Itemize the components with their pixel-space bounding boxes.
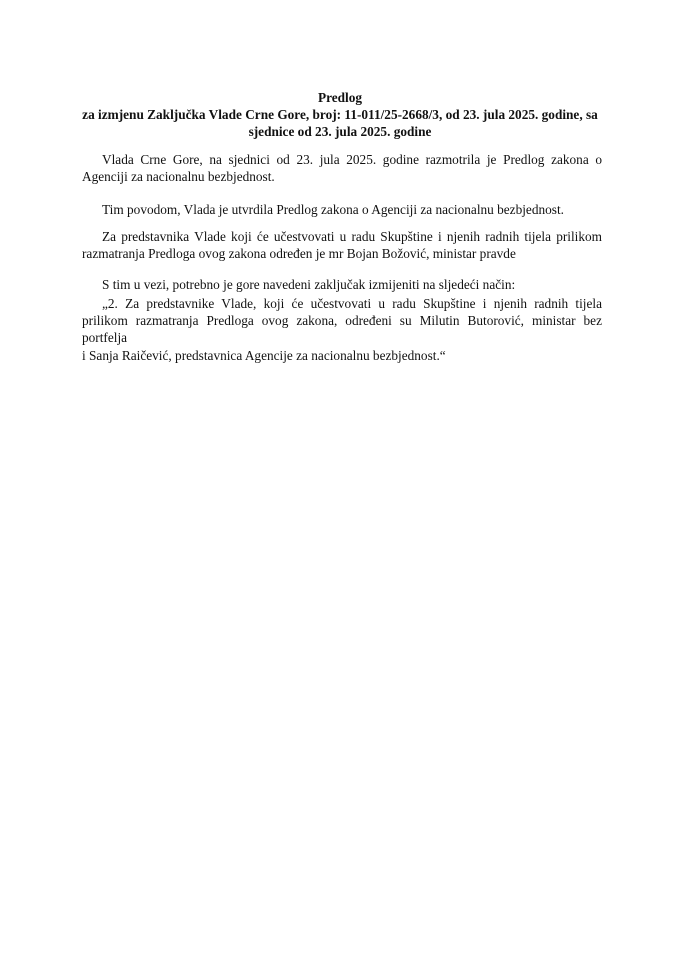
text-line: Agenciji za nacionalnu bezbjednost. — [82, 169, 275, 185]
title-line: sjednice od 23. jula 2025. godine — [248, 124, 432, 139]
paragraph-5 — [82, 295, 602, 364]
paragraph-4 — [82, 276, 602, 293]
paragraph-2 — [82, 201, 602, 218]
text-line: Tim povodom, Vlada je utvrdila Predlog zakona o Agenciji za nacionalnu bezbjednost. — [102, 202, 564, 217]
paragraph-3 — [82, 228, 602, 262]
text-line: „2. Za predstavnike Vlade, koji će učestvovati u radu Skupštine i njenih radnih tijela — [102, 296, 602, 311]
title-line: Predlog — [317, 90, 363, 105]
text-line: razmatranja Predloga ovog zakona određen je mr Bojan Božović, ministar pravde — [82, 246, 516, 262]
text-line: Vlada Crne Gore, na sjednici od 23. jula 2025. godine razmotrila je Predlog zakona o — [102, 152, 602, 167]
text-line: Za predstavnika Vlade koji će učestvovati u radu Skupštine i njenih radnih tijela prilikom — [102, 229, 602, 244]
text-line: prilikom razmatranja Predloga ovog zakona, određeni su Milutin Butorović, ministar bez portfelja — [82, 313, 602, 346]
document-title — [60, 89, 620, 140]
paragraph-1 — [82, 151, 602, 185]
title-line: za izmjenu Zaključka Vlade Crne Gore, broj: 11-011/25-2668/3, od 23. jula 2025. godine, sa — [82, 107, 598, 122]
text-line: S tim u vezi, potrebno je gore navedeni zaključak izmijeniti na sljedeći način: — [102, 277, 516, 292]
text-line: i Sanja Raičević, predstavnica Agencije za nacionalnu bezbjednost.“ — [82, 347, 446, 363]
